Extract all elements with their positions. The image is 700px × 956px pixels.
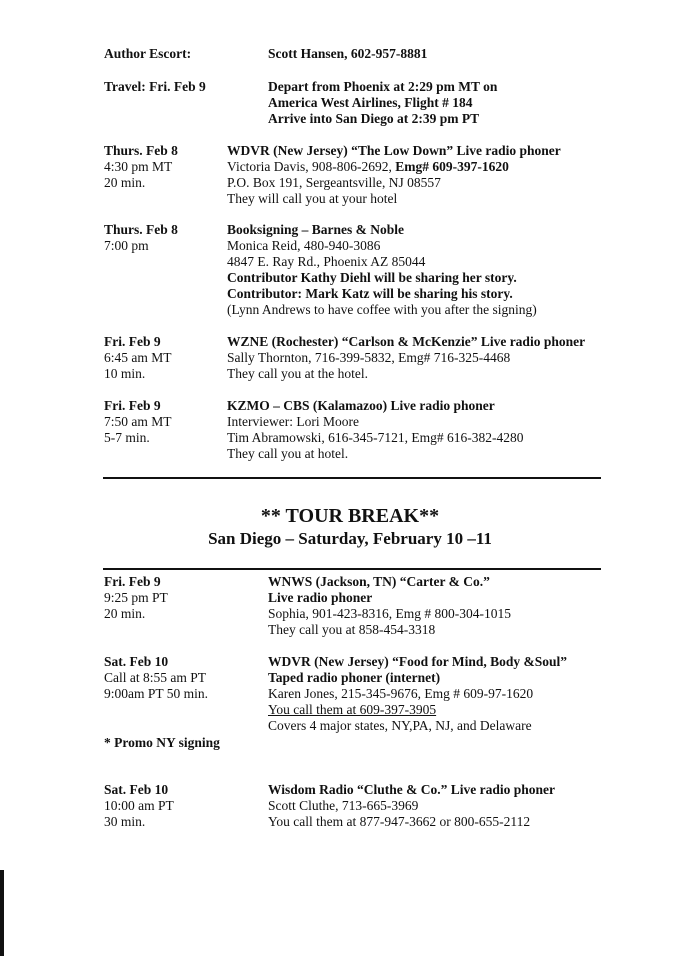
event-line: Covers 4 major states, NY,PA, NJ, and Delaware [268, 718, 532, 733]
contact-text: Victoria Davis, 908-806-2692, [227, 159, 396, 174]
event-time: 10:00 am PT [104, 798, 174, 813]
tour-break-subtitle: San Diego – Saturday, February 10 –11 [208, 529, 492, 548]
event-line: They will call you at your hotel [227, 191, 398, 206]
event-title: WNWS (Jackson, TN) “Carter & Co.” [268, 574, 490, 589]
section-divider [103, 477, 601, 479]
promo-note: * Promo NY signing [104, 735, 220, 750]
event-line: Sophia, 901-423-8316, Emg # 800-304-1015 [268, 606, 511, 621]
event-title: Wisdom Radio “Cluthe & Co.” Live radio phoner [268, 782, 556, 797]
event-date: Fri. Feb 9 [104, 398, 161, 413]
travel-line: Depart from Phoenix at 2:29 pm MT on [268, 79, 498, 94]
scan-edge-mark [0, 870, 4, 956]
event-line: Sally Thornton, 716-399-5832, Emg# 716-325-4468 [227, 350, 511, 365]
event-line: You call them at 877-947-3662 or 800-655-2112 [268, 814, 531, 829]
event-line: P.O. Box 191, Sergeantsville, NJ 08557 [227, 175, 441, 190]
event-line: Karen Jones, 215-345-9676, Emg # 609-97-1620 [268, 686, 534, 701]
travel-line: America West Airlines, Flight # 184 [268, 95, 473, 110]
event-duration: 20 min. [104, 175, 146, 190]
event-date: Sat. Feb 10 [104, 654, 169, 669]
author-escort-label: Author Escort: [104, 46, 192, 61]
event-bold-line: Contributor Kathy Diehl will be sharing her story. [227, 270, 517, 285]
event-line: They call you at the hotel. [227, 366, 368, 381]
event-time: 7:00 pm [104, 238, 149, 253]
event-subtitle: Taped radio phoner (internet) [268, 670, 441, 685]
event-time: 7:50 am MT [104, 414, 172, 429]
event-line: Scott Cluthe, 713-665-3969 [268, 798, 419, 813]
event-line: Monica Reid, 480-940-3086 [227, 238, 381, 253]
event-title: WDVR (New Jersey) “The Low Down” Live radio phoner [227, 143, 561, 158]
event-time: 9:25 pm PT [104, 590, 168, 605]
travel-label: Travel: Fri. Feb 9 [104, 79, 206, 94]
event-date: Fri. Feb 9 [104, 334, 161, 349]
event-bold-line: Contributor: Mark Katz will be sharing his story. [227, 286, 513, 301]
event-time: Call at 8:55 am PT [104, 670, 206, 685]
event-contact [227, 159, 509, 175]
event-line: 4847 E. Ray Rd., Phoenix AZ 85044 [227, 254, 426, 269]
event-date: Fri. Feb 9 [104, 574, 161, 589]
emergency-number: Emg# 609-397-1620 [395, 159, 509, 174]
event-date: Thurs. Feb 8 [104, 222, 178, 237]
event-title: KZMO – CBS (Kalamazoo) Live radio phoner [227, 398, 495, 413]
event-duration: 9:00am PT 50 min. [104, 686, 209, 701]
event-time: 6:45 am MT [104, 350, 172, 365]
event-note: (Lynn Andrews to have coffee with you after the signing) [227, 302, 537, 317]
travel-line: Arrive into San Diego at 2:39 pm PT [268, 111, 480, 126]
event-title: Booksigning – Barnes & Noble [227, 222, 405, 237]
event-line: They call you at hotel. [227, 446, 349, 461]
author-escort-value: Scott Hansen, 602-957-8881 [268, 46, 428, 61]
event-title: WDVR (New Jersey) “Food for Mind, Body &Soul” [268, 654, 567, 669]
event-line: Tim Abramowski, 616-345-7121, Emg# 616-382-4280 [227, 430, 524, 445]
call-instruction: You call them at 609-397-3905 [268, 702, 437, 717]
event-duration: 5-7 min. [104, 430, 150, 445]
event-subtitle: Live radio phoner [268, 590, 373, 605]
tour-break-title: ** TOUR BREAK** [260, 505, 440, 527]
event-line: They call you at 858-454-3318 [268, 622, 436, 637]
section-divider [103, 568, 601, 570]
event-title: WZNE (Rochester) “Carlson & McKenzie” Live radio phoner [227, 334, 586, 349]
event-line: Interviewer: Lori Moore [227, 414, 359, 429]
event-duration: 30 min. [104, 814, 146, 829]
event-date: Thurs. Feb 8 [104, 143, 178, 158]
event-duration: 10 min. [104, 366, 146, 381]
event-date: Sat. Feb 10 [104, 782, 169, 797]
event-time: 4:30 pm MT [104, 159, 173, 174]
event-duration: 20 min. [104, 606, 146, 621]
